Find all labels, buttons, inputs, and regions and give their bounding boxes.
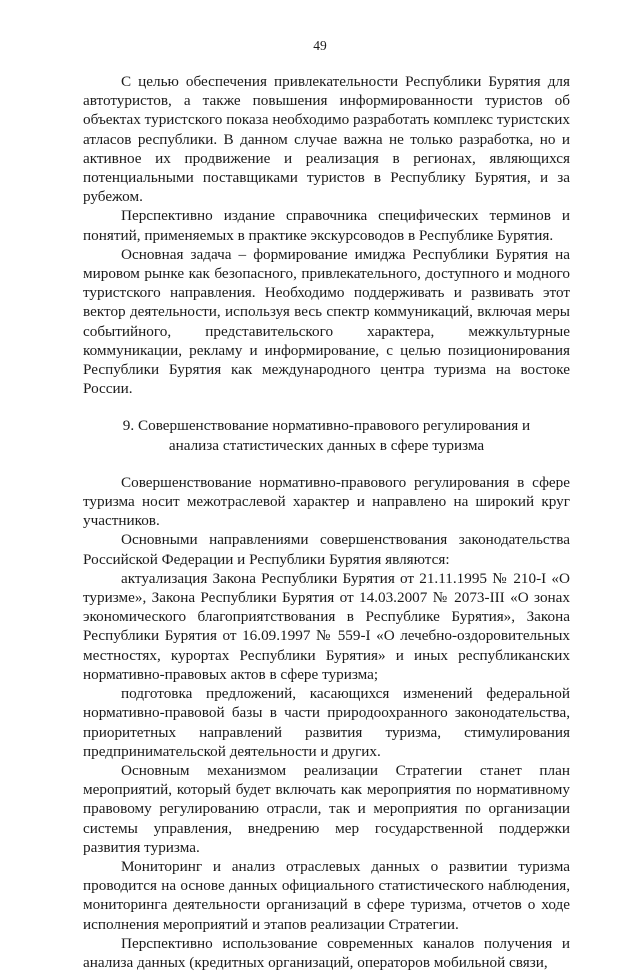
paragraph: Мониторинг и анализ отраслевых данных о развитии туризма проводится на основе данных официального статистического наблюдения, мониторинга деятельности организаций в сфере туризма, отчетов о ходе исполнения мероприятий и этапов реализации Стратегии. xyxy=(83,857,570,933)
paragraph: подготовка предложений, касающихся изменений федеральной нормативно-правовой базы в части природоохранного законодательства, приоритетных направлений развития туризма, стимулирования предпринимательской деятельности и других. xyxy=(83,685,570,760)
paragraph: Перспективно использование современных каналов получения и анализа данных (кредитных организаций, операторов мобильной связи, xyxy=(83,934,570,971)
page-number: 49 xyxy=(313,38,327,53)
paragraph: Перспективно издание справочника специфических терминов и понятий, применяемых в практике экскурсоводов в Республике Бурятия. xyxy=(83,207,570,244)
paragraph: актуализация Закона Республики Бурятия от 21.11.1995 № 210-I «О туризме», Закона Республики Бурятия от 14.03.2007 № 2073-III «О зонах экономического благоприятствования в Республике Бурятия», Закона Республики Бурятия от 16.09.1997 № 559-I «О лечебно-оздоровительных местностях, курортах Республики Бурятия» и иных республиканских нормативно-правовых актов в сфере туризма; xyxy=(83,569,570,683)
paragraph: Основным механизмом реализации Стратегии станет план мероприятий, который будет включать как мероприятия по нормативному правовому регулированию отрасли, так и мероприятия по организации системы управления, внедрению мер государственной поддержки развития туризма. xyxy=(83,761,570,856)
section-heading xyxy=(83,416,570,454)
paragraph: Основными направлениями совершенствования законодательства Российской Федерации и Республики Бурятия являются: xyxy=(83,531,570,568)
page-body xyxy=(83,72,570,972)
section-heading-line-2: анализа статистических данных в сфере туризма xyxy=(168,436,485,454)
paragraph: Совершенствование нормативно-правового регулирования в сфере туризма носит межотраслевой характер и направлено на широкий круг участников. xyxy=(83,473,570,530)
paragraph: Основная задача – формирование имиджа Республики Бурятия на мировом рынке как безопасного, привлекательного, доступного и модного туристского направления. Необходимо поддерживать и развивать этот вектор деятельности, используя весь спектр коммуникаций, включая меры событийного, представительского характера, межкультурные коммуникации, рекламу и информирование, с целью позиционирования Республики Бурятия как международного центра туризма на востоке России. xyxy=(83,245,570,398)
section-heading-line-1: 9. Совершенствование нормативно-правового регулирования и xyxy=(122,417,531,435)
paragraph: С целью обеспечения привлекательности Республики Бурятия для автотуристов, а также повышения информированности туристов об объектах туристского показа необходимо разработать комплекс туристских атласов республики. В данном случае важна не только разработка, но и активное их продвижение и реализация в регионах, являющихся потенциальными поставщиками туристов в Республику Бурятия, и за рубежом. xyxy=(83,73,570,206)
